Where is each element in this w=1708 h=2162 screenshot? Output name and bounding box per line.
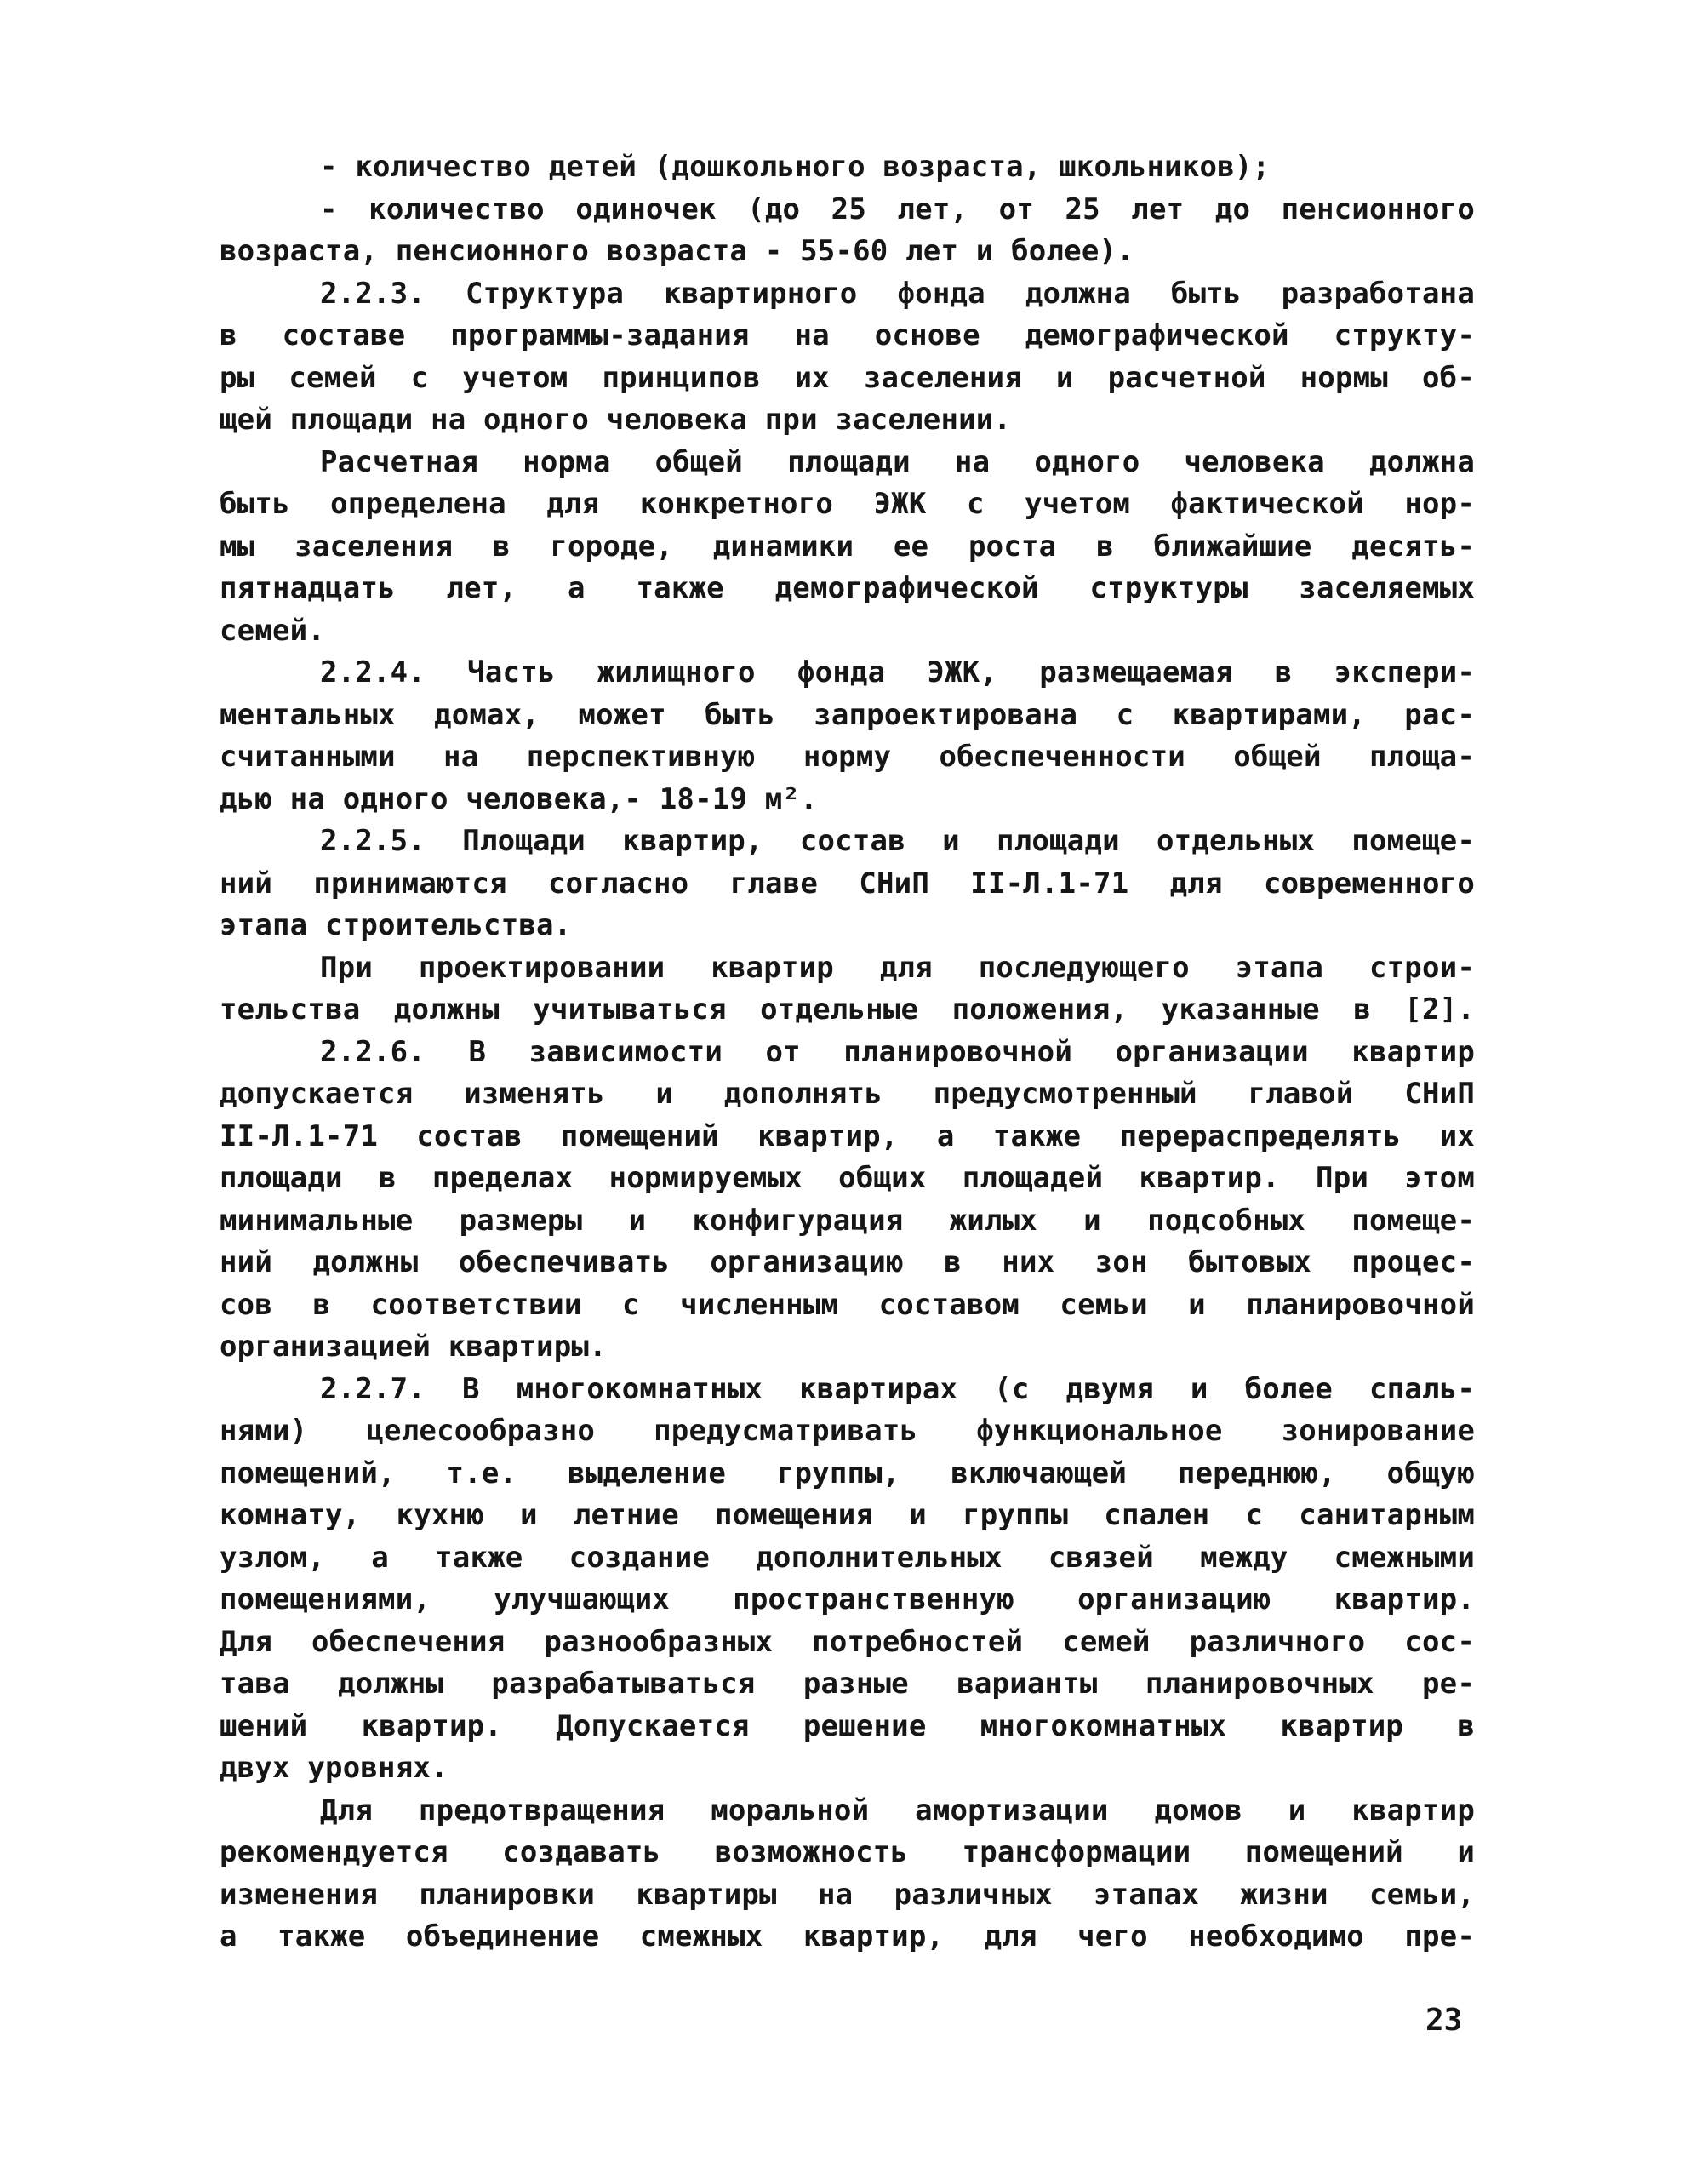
body-text <box>220 146 1475 1959</box>
text-line: 2.2.4. Часть жилищного фонда ЭЖК, размещаемая в экспери- <box>320 655 1475 689</box>
text-line: тава должны разрабатываться разные варианты планировочных ре- <box>220 1667 1475 1701</box>
text-line: помещений, т.е. выделение группы, включающей переднюю, общую <box>220 1456 1475 1490</box>
text-line: узлом, а также создание дополнительных связей между смежными <box>220 1540 1475 1575</box>
text-line: рекомендуется создавать возможность трансформации помещений и <box>220 1835 1475 1869</box>
text-line: щей площади на одного человека при заселении. <box>220 403 1012 437</box>
text-line: комнату, кухню и летние помещения и группы спален с санитарным <box>220 1498 1475 1532</box>
text-line: - количество детей (дошкольного возраста, школьников); <box>320 150 1271 184</box>
text-line: возраста, пенсионного возраста - 55-60 лет и более). <box>220 234 1134 268</box>
text-line: Для предотвращения моральной амортизации домов и квартир <box>320 1793 1475 1827</box>
text-line: организацией квартиры. <box>220 1330 607 1364</box>
text-line: 2.2.7. В многокомнатных квартирах (с двумя и более спаль- <box>320 1371 1475 1406</box>
text-line: площади в пределах нормируемых общих площадей квартир. При этом <box>220 1161 1475 1195</box>
text-line: этапа строительства. <box>220 908 572 942</box>
text-line: Для обеспечения разнообразных потребностей семей различного сос- <box>220 1624 1475 1659</box>
text-line: дью на одного человека,- 18-19 м². <box>220 781 818 816</box>
text-line: ний должны обеспечивать организацию в них зон бытовых процес- <box>220 1245 1475 1279</box>
text-line: ний принимаются согласно главе СНиП II-Л.1-71 для современного <box>220 866 1475 901</box>
text-line: шений квартир. Допускается решение многокомнатных квартир в <box>220 1708 1475 1743</box>
text-line: - количество одиночек (до 25 лет, от 25 лет до пенсионного <box>320 192 1475 226</box>
text-line: в составе программы-задания на основе демографической структу- <box>220 318 1475 352</box>
text-line: 2.2.3. Структура квартирного фонда должна быть разработана <box>320 276 1475 311</box>
text-line: 2.2.5. Площади квартир, состав и площади отдельных помеще- <box>320 824 1475 858</box>
text-line: быть определена для конкретного ЭЖК с учетом фактической нор- <box>220 487 1475 521</box>
page-number: 23 <box>1425 2003 1463 2038</box>
text-line: сов в соответствии с численным составом семьи и планировочной <box>220 1287 1475 1322</box>
text-line: При проектировании квартир для последующего этапа строи- <box>320 950 1475 985</box>
text-line: мы заселения в городе, динамики ее роста в ближайшие десять- <box>220 529 1475 563</box>
text-line: Расчетная норма общей площади на одного человека должна <box>320 444 1475 479</box>
text-line: нями) целесообразно предусматривать функциональное зонирование <box>220 1414 1475 1448</box>
text-line: II-Л.1-71 состав помещений квартир, а также перераспределять их <box>220 1118 1475 1153</box>
text-line: а также объединение смежных квартир, для чего необходимо пре- <box>220 1919 1475 1953</box>
text-line: двух уровнях. <box>220 1751 448 1785</box>
text-line: семей. <box>220 613 326 648</box>
text-line: считанными на перспективную норму обеспеченности общей площа- <box>220 740 1475 774</box>
text-line: 2.2.6. В зависимости от планировочной организации квартир <box>320 1034 1475 1069</box>
text-line: допускается изменять и дополнять предусмотренный главой СНиП <box>220 1077 1475 1111</box>
text-line: пятнадцать лет, а также демографической структуры заселяемых <box>220 571 1475 605</box>
text-line: изменения планировки квартиры на различных этапах жизни семьи, <box>220 1877 1475 1912</box>
text-line: ментальных домах, может быть запроектирована с квартирами, рас- <box>220 697 1475 732</box>
text-line: ры семей с учетом принципов их заселения и расчетной нормы об- <box>220 360 1475 395</box>
text-line: помещениями, улучшающих пространственную организацию квартир. <box>220 1582 1475 1616</box>
text-line: минимальные размеры и конфигурация жилых и подсобных помеще- <box>220 1203 1475 1238</box>
text-line: тельства должны учитываться отдельные положения, указанные в [2]. <box>220 992 1475 1027</box>
